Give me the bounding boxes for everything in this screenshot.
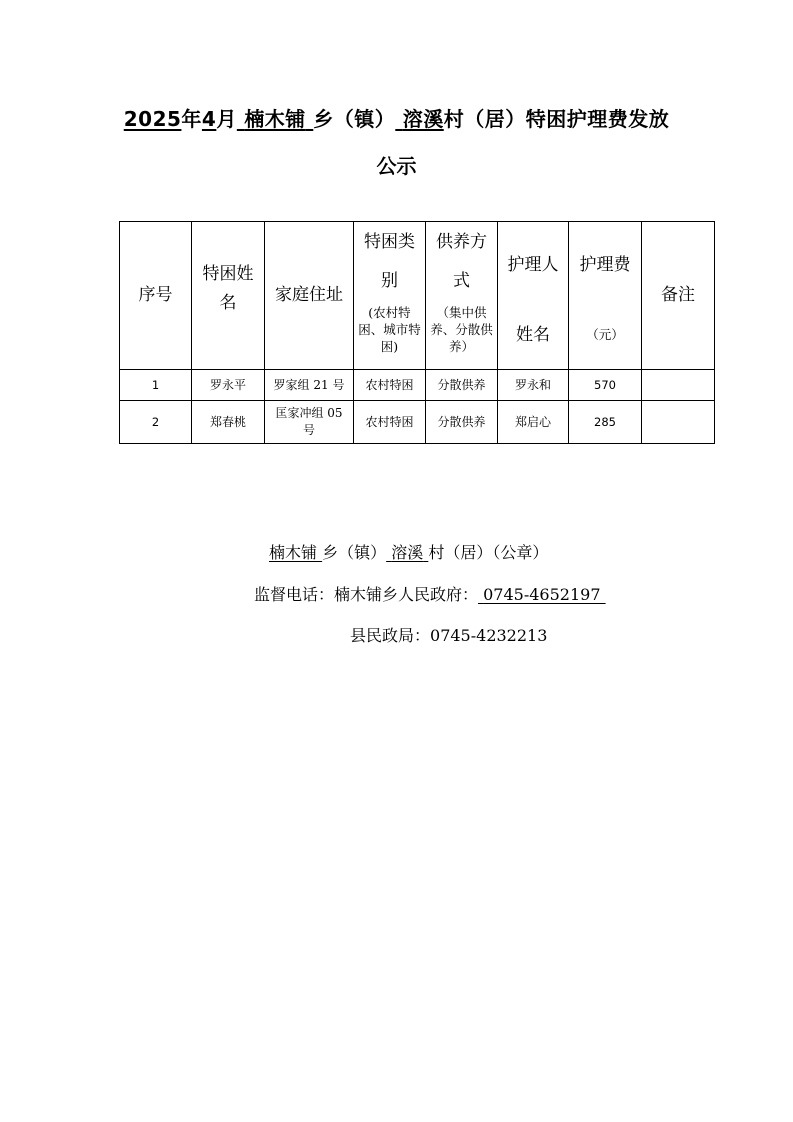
- title-month: 4: [201, 107, 217, 131]
- cell-name: 罗永平: [192, 370, 265, 401]
- cell-name: 郑春桃: [192, 401, 265, 444]
- title-township-suffix: 乡（镇）: [313, 107, 396, 131]
- footer-supervision-phone: 0745-4652197: [483, 585, 601, 604]
- header-seq: 序号: [120, 222, 192, 370]
- cell-fee: 570: [569, 370, 642, 401]
- header-address: 家庭住址: [265, 222, 354, 370]
- cell-seq: 1: [120, 370, 192, 401]
- table-row: [120, 401, 715, 444]
- header-name: 特困姓 名: [192, 222, 265, 370]
- cell-support: 分散供养: [426, 370, 498, 401]
- footer-seal-line: [269, 540, 793, 563]
- footer-village-suffix: 村（居）（公章）: [428, 543, 549, 562]
- footer-township: 楠木铺: [269, 543, 318, 562]
- cell-remarks: [642, 401, 715, 444]
- footer-supervision-label: 监督电话：楠木铺乡人民政府：: [254, 585, 479, 604]
- page-title: [0, 103, 793, 132]
- title-village: 溶溪: [402, 107, 444, 131]
- cell-remarks: [642, 370, 715, 401]
- cell-category: 农村特困: [354, 401, 426, 444]
- cell-address: 罗家组 21 号: [265, 370, 354, 401]
- title-village-suffix: 村（居）特困护理费发放: [443, 107, 670, 131]
- title-year-suffix: 年: [181, 107, 202, 131]
- cell-support: 分散供养: [426, 401, 498, 444]
- header-category: 特困类 别 (农村特困、城市特困): [354, 222, 426, 370]
- footer-supervision-line: [254, 582, 793, 605]
- header-caregiver: 护理人 姓名: [498, 222, 569, 370]
- cell-fee: 285: [569, 401, 642, 444]
- footer-village: 溶溪: [391, 543, 424, 562]
- table-row: [120, 370, 715, 401]
- title-year: 2025: [123, 107, 182, 131]
- cell-caregiver: 郑启心: [498, 401, 569, 444]
- cell-category: 农村特困: [354, 370, 426, 401]
- header-remarks: 备注: [642, 222, 715, 370]
- cell-seq: 2: [120, 401, 192, 444]
- title-township: 楠木铺: [244, 107, 306, 131]
- table-header-row: [120, 222, 715, 370]
- care-fee-table: [119, 221, 715, 444]
- cell-address: 匡家冲组 05 号: [265, 401, 354, 444]
- footer-county-label: 县民政局：: [350, 626, 431, 645]
- footer-township-suffix: 乡（镇）: [322, 543, 387, 562]
- footer-county-phone: 0745-4232213: [430, 626, 548, 645]
- cell-caregiver: 罗永和: [498, 370, 569, 401]
- footer-county-line: [350, 623, 793, 646]
- page-title-line2: 公示: [376, 154, 417, 178]
- header-fee: 护理费 （元）: [569, 222, 642, 370]
- header-support: 供养方 式 （集中供养、分散供养）: [426, 222, 498, 370]
- title-month-suffix: 月: [216, 107, 237, 131]
